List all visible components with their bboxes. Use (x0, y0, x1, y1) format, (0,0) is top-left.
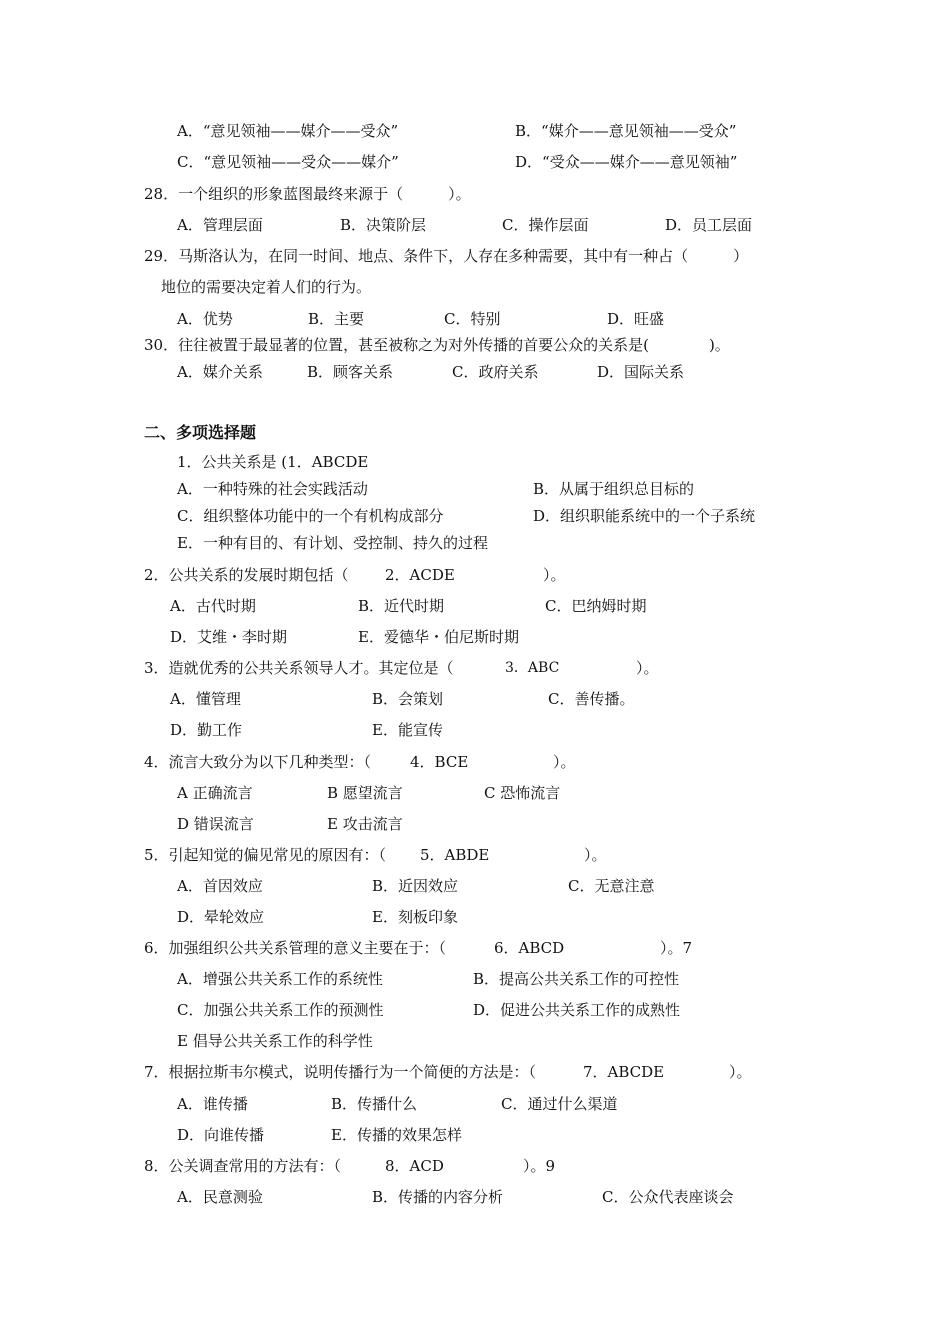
m4-stem-end: ）。 (553, 753, 576, 771)
m6-option-b: B．提高公共关系工作的可控性 (473, 970, 680, 988)
m8-answer: 8．ACD (385, 1157, 444, 1175)
m3-option-b: B．会策划 (372, 690, 444, 708)
q29-option-a: A．优势 (177, 310, 233, 328)
m7-stem: 7．根据拉斯韦尔模式，说明传播行为一个简便的方法是：（ (144, 1063, 537, 1081)
q27-option-d: D．“受众——媒介——意见领袖” (515, 153, 738, 171)
m5-answer: 5．ABDE (420, 846, 490, 864)
m1-option-a: A．一种特殊的社会实践活动 (177, 480, 368, 498)
m3-option-c: C．善传播。 (548, 690, 635, 708)
m6-stem: 6．加强组织公共关系管理的意义主要在于：（ (144, 939, 447, 957)
m6-option-c: C．加强公共关系工作的预测性 (177, 1001, 384, 1019)
q28-option-c: C．操作层面 (502, 216, 589, 234)
q29-stem-continued: 地位的需要决定着人们的行为。 (161, 278, 372, 296)
m1-stem: 1．公共关系是 (1．ABCDE (177, 453, 369, 471)
m8-stem-end: ）。9 (523, 1157, 556, 1175)
m2-option-a: A．古代时期 (170, 597, 256, 615)
m7-option-d: D．向谁传播 (177, 1126, 265, 1144)
m6-option-d: D．促进公共关系工作的成熟性 (473, 1001, 681, 1019)
m5-stem-end: ）。 (584, 846, 607, 864)
m4-option-a: A 正确流言 (177, 784, 253, 802)
m7-option-e: E．传播的效果怎样 (331, 1126, 462, 1144)
q27-option-c: C．“意见领袖——受众——媒介” (177, 153, 399, 171)
q27-option-b: B．“媒介——意见领袖——受众” (515, 122, 737, 140)
m3-answer: 3．ABC (505, 660, 560, 676)
q30-option-b: B．顾客关系 (307, 363, 394, 381)
q29-stem: 29．马斯洛认为，在同一时间、地点、条件下，人存在多种需要，其中有一种占（ ） (144, 247, 749, 265)
m4-option-b: B 愿望流言 (327, 784, 403, 802)
m1-option-e: E．一种有目的、有计划、受控制、持久的过程 (177, 534, 488, 552)
m4-option-d: D 错误流言 (177, 815, 254, 833)
m8-option-a: A．民意测验 (177, 1188, 263, 1206)
q28-option-a: A．管理层面 (177, 216, 263, 234)
q29-option-b: B．主要 (308, 310, 365, 328)
m3-stem: 3．造就优秀的公共关系领导人才。其定位是（ (144, 659, 454, 677)
m7-option-a: A．谁传播 (177, 1095, 248, 1113)
m2-option-d: D．艾维・李时期 (170, 628, 288, 646)
m2-option-c: C．巴纳姆时期 (545, 597, 647, 615)
section-heading: 二、多项选择题 (144, 423, 257, 442)
m6-option-e: E 倡导公共关系工作的科学性 (177, 1032, 373, 1050)
m5-option-c: C．无意注意 (568, 877, 655, 895)
q28-option-b: B．决策阶层 (340, 216, 427, 234)
m3-option-a: A．懂管理 (170, 690, 241, 708)
m1-option-b: B．从属于组织总目标的 (533, 480, 695, 498)
m3-option-d: D．勤工作 (170, 721, 243, 739)
m3-option-e: E．能宣传 (372, 721, 443, 739)
q28-stem: 28．一个组织的形象蓝图最终来源于（ ）。 (144, 185, 471, 203)
m8-stem: 8．公关调查常用的方法有：（ (144, 1157, 342, 1175)
m4-answer: 4．BCE (410, 753, 469, 771)
m6-option-a: A．增强公共关系工作的系统性 (177, 970, 383, 988)
m5-option-b: B．近因效应 (372, 877, 459, 895)
m4-option-e: E 攻击流言 (327, 815, 403, 833)
m2-option-b: B．近代时期 (358, 597, 445, 615)
m5-option-e: E．刻板印象 (372, 908, 458, 926)
m7-option-c: C．通过什么渠道 (501, 1095, 618, 1113)
m7-option-b: B．传播什么 (331, 1095, 418, 1113)
m6-answer: 6．ABCD (494, 939, 565, 957)
m7-stem-end: ）。 (729, 1063, 752, 1081)
q30-option-a: A．媒介关系 (177, 363, 263, 381)
m3-stem-end: ）。 (636, 659, 659, 677)
m2-answer: 2．ACDE (385, 566, 455, 584)
m4-stem: 4．流言大致分为以下几种类型：（ (144, 753, 372, 771)
m2-stem: 2．公共关系的发展时期包括（ (144, 566, 349, 584)
m5-option-a: A．首因效应 (177, 877, 263, 895)
m4-option-c: C 恐怖流言 (484, 784, 561, 802)
m7-answer: 7．ABCDE (583, 1063, 665, 1081)
q27-option-a: A．“意见领袖——媒介——受众” (177, 122, 399, 140)
m8-option-b: B．传播的内容分析 (372, 1188, 504, 1206)
q30-option-d: D．国际关系 (597, 363, 685, 381)
m6-stem-end: ）。7 (660, 939, 693, 957)
q30-stem: 30．往往被置于最显著的位置，甚至被称之为对外传播的首要公众的关系是( )。 (144, 336, 730, 354)
m8-option-c: C．公众代表座谈会 (602, 1188, 734, 1206)
q29-option-d: D．旺盛 (607, 310, 665, 328)
m5-stem: 5．引起知觉的偏见常见的原因有：（ (144, 846, 387, 864)
m2-option-e: E．爱德华・伯尼斯时期 (358, 628, 519, 646)
m2-stem-end: ）。 (543, 566, 566, 584)
q29-option-c: C．特别 (444, 310, 501, 328)
m1-option-c: C．组织整体功能中的一个有机构成部分 (177, 507, 444, 525)
q30-option-c: C．政府关系 (452, 363, 539, 381)
q28-option-d: D．员工层面 (665, 216, 753, 234)
m1-option-d: D．组织职能系统中的一个子系统 (533, 507, 756, 525)
m5-option-d: D．晕轮效应 (177, 908, 265, 926)
